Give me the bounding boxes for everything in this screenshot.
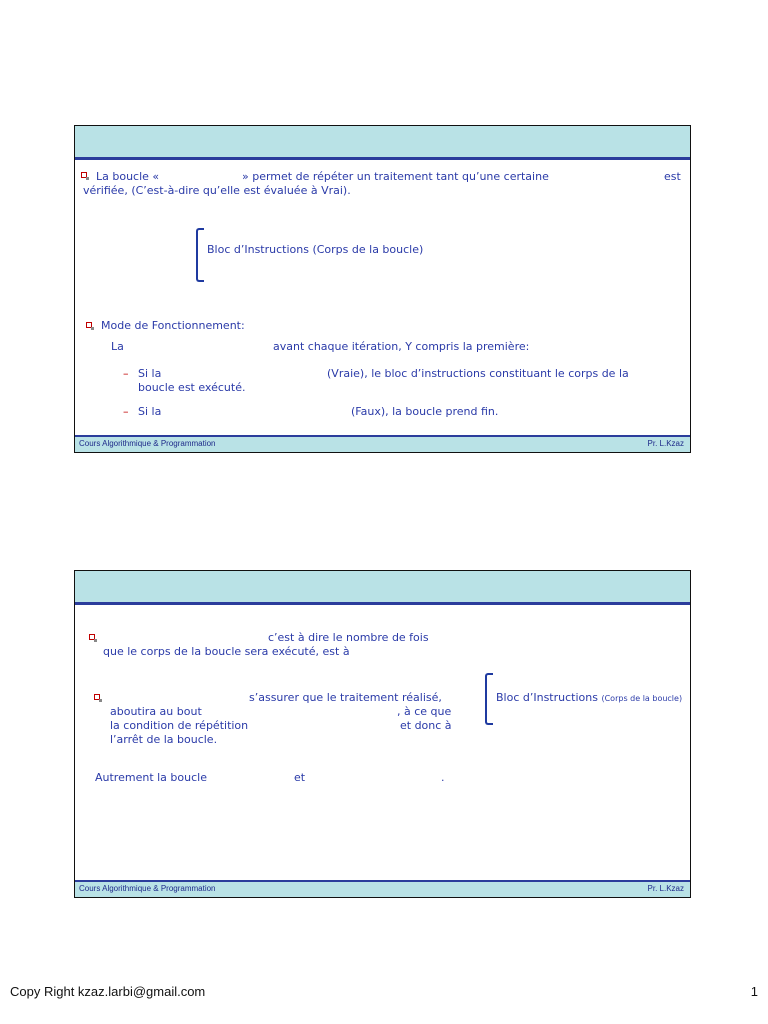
bullet1-text-a: La boucle « <box>96 170 160 183</box>
slide-footer <box>75 435 690 452</box>
bloc-label: Bloc d’Instructions (Corps de la boucle) <box>496 691 683 704</box>
b2-line4: l’arrêt de la boucle. <box>110 733 218 746</box>
slide-footer <box>75 880 690 897</box>
sub1-a: Si la <box>138 367 162 380</box>
bullet-square-icon <box>94 694 100 700</box>
slide-header <box>75 571 690 605</box>
b1-line1: c’est à dire le nombre de fois <box>268 631 429 644</box>
bullet1-text-b: » permet de répéter un traitement tant qu’une certaine <box>242 170 549 183</box>
autrement-c: . <box>441 771 445 784</box>
copyright-text: Copy Right kzaz.larbi@gmail.com <box>10 984 206 999</box>
bracket-icon <box>196 228 204 282</box>
b1-line2: que le corps de la boucle sera exécuté, est à <box>103 645 350 658</box>
mode-line-a: La <box>111 340 124 353</box>
bracket-icon <box>485 673 493 725</box>
bullet-square-icon <box>86 322 92 328</box>
dash-marker: – <box>123 405 129 418</box>
bullet1-line2: vérifiée, (C’est-à-dire qu’elle est évaluée à Vrai). <box>83 184 351 197</box>
autrement-a: Autrement la boucle <box>95 771 207 784</box>
bullet-square-icon <box>89 634 95 640</box>
sub2-a: Si la <box>138 405 162 418</box>
b2-line2-a: aboutira au bout <box>110 705 202 718</box>
mode-line-b: avant chaque itération, Y compris la première: <box>273 340 530 353</box>
slide-header <box>75 126 690 160</box>
b2-line2-b: , à ce que <box>397 705 452 718</box>
sub2-b: (Faux), la boucle prend fin. <box>351 405 499 418</box>
footer-course: Cours Algorithmique & Programmation <box>79 439 216 448</box>
dash-marker: – <box>123 367 129 380</box>
bullet1-text-c: est <box>664 170 681 183</box>
bloc-label: Bloc d’Instructions (Corps de la boucle) <box>207 243 424 256</box>
bullet-square-icon <box>81 172 87 178</box>
page-number: 1 <box>750 984 758 999</box>
mode-title: Mode de Fonctionnement: <box>101 319 245 332</box>
b2-line1: s’assurer que le traitement réalisé, <box>249 691 442 704</box>
bloc-small: (Corps de la boucle) <box>601 694 683 703</box>
footer-author: Pr. L.Kzaz <box>647 439 684 448</box>
sub1-line2: boucle est exécuté. <box>138 381 246 394</box>
slide-1 <box>74 125 691 453</box>
slide-2 <box>74 570 691 898</box>
sub1-b: (Vraie), le bloc d’instructions constituant le corps de la <box>327 367 629 380</box>
footer-author: Pr. L.Kzaz <box>647 884 684 893</box>
footer-course: Cours Algorithmique & Programmation <box>79 884 216 893</box>
b2-line3-b: et donc à <box>400 719 452 732</box>
autrement-b: et <box>294 771 306 784</box>
b2-line3-a: la condition de répétition <box>110 719 249 732</box>
